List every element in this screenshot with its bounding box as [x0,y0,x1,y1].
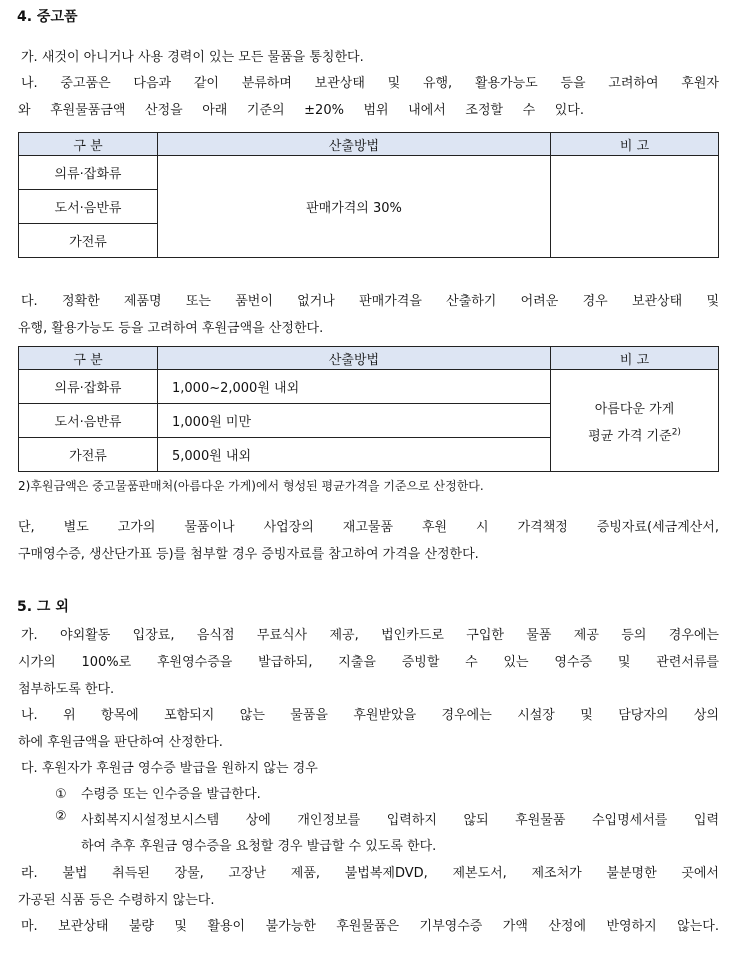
section-4-item-na-line2: 와 후원물품금액 산정을 아래 기준의 ±20% 범위 내에서 조정할 수 있다. [18,103,584,118]
section-5-subitem-1 [55,783,261,802]
section-4-item-da-line2: 유행, 활용가능도 등을 고려하여 후원금액을 산정한다. [18,321,324,336]
section-4-title: 4. 중고품 [17,9,78,25]
subitem-2-line2: 하여 추후 후원금 영수증을 요청할 경우 발급할 수 있도록 한다. [81,839,437,854]
table2-header-category: 구 분 [19,347,158,370]
table1-row-category: 가전류 [19,224,158,258]
table2-row-method: 1,000원 미만 [158,404,551,438]
estimate-table [18,346,719,472]
table2-row-category: 가전류 [19,438,158,472]
table2-row-category: 의류·잡화류 [19,370,158,404]
section-4-item-na-line1: 나. 중고품은 다음과 같이 분류하며 보관상태 및 유행, 활용가능도 등을 고려하여 후원자 [21,76,719,91]
section-5-item-ga-line1: 가. 야외활동 입장료, 음식점 무료식사 제공, 법인카드로 구입한 물품 제공 등의 경우에는 [21,628,719,643]
section-4-item-da-line1: 다. 정확한 제품명 또는 품번이 없거나 판매가격을 산출하기 어려운 경우 보관상태 및 [21,294,719,309]
section-5-item-ma: 마. 보관상태 불량 및 활용이 불가능한 후원물품은 기부영수증 가액 산정에 반영하지 않는다. [21,919,719,934]
footnote-marker: 2) [671,427,681,438]
section-5-title: 5. 그 외 [17,599,69,615]
table2-remark-line2: 평균 가격 기준 [588,428,672,444]
section-5-item-ga-line3: 첨부하도록 한다. [18,682,115,697]
proviso-line1: 단, 별도 고가의 물품이나 사업장의 재고물품 후원 시 가격책정 증빙자료(세금계산서, [18,520,719,535]
table1-header-remark: 비 고 [551,133,719,156]
subitem-1-text: 수령증 또는 인수증을 발급한다. [81,787,261,802]
circled-number-2: ② [55,809,67,824]
table2-remark-cell [551,370,719,472]
table2-row-method: 5,000원 내외 [158,438,551,472]
table1-header-category: 구 분 [19,133,158,156]
section-5-item-na-line2: 하에 후원금액을 판단하여 산정한다. [18,735,223,750]
table1-method-cell: 판매가격의 30% [158,156,551,258]
footnote: 2)후원금액은 중고물품판매처(아름다운 가게)에서 형성된 평균가격을 기준으로 산정한다. [18,479,484,493]
section-5-item-ga-line2: 시가의 100%로 후원영수증을 발급하되, 지출을 증빙할 수 있는 영수증 및 관련서류를 [18,655,719,670]
table2-header-remark: 비 고 [551,347,719,370]
section-5-item-da: 다. 후원자가 후원금 영수증 발급을 원하지 않는 경우 [21,761,318,776]
table2-remark-line1: 아름다운 가게 [594,401,675,417]
section-5-item-ra-line1: 라. 불법 취득된 장물, 고장난 제품, 불법복제DVD, 제본도서, 제조처가 불분명한 곳에서 [21,866,719,881]
table1-row-category: 도서·음반류 [19,190,158,224]
circled-number-1: ① [55,787,67,802]
table1-row-category: 의류·잡화류 [19,156,158,190]
table2-header-method: 산출방법 [158,347,551,370]
section-5-item-na-line1: 나. 위 항목에 포함되지 않는 물품을 후원받았을 경우에는 시설장 및 담당자의 상의 [21,708,719,723]
table1-remark-cell [551,156,719,258]
classification-table [18,132,719,258]
proviso-line2: 구매영수증, 생산단가표 등)를 첨부할 경우 증빙자료를 참고하여 가격을 산정한다. [18,547,479,562]
table1-header-method: 산출방법 [158,133,551,156]
subitem-2-line1: 사회복지시설정보시스템 상에 개인정보를 입력하지 않되 후원물품 수입명세서를 입력 [81,813,719,828]
table2-row-category: 도서·음반류 [19,404,158,438]
table2-row-method: 1,000~2,000원 내외 [158,370,551,404]
section-4-item-ga: 가. 새것이 아니거나 사용 경력이 있는 모든 물품을 통칭한다. [21,50,364,65]
section-5-item-ra-line2: 가공된 식품 등은 수령하지 않는다. [18,893,215,908]
